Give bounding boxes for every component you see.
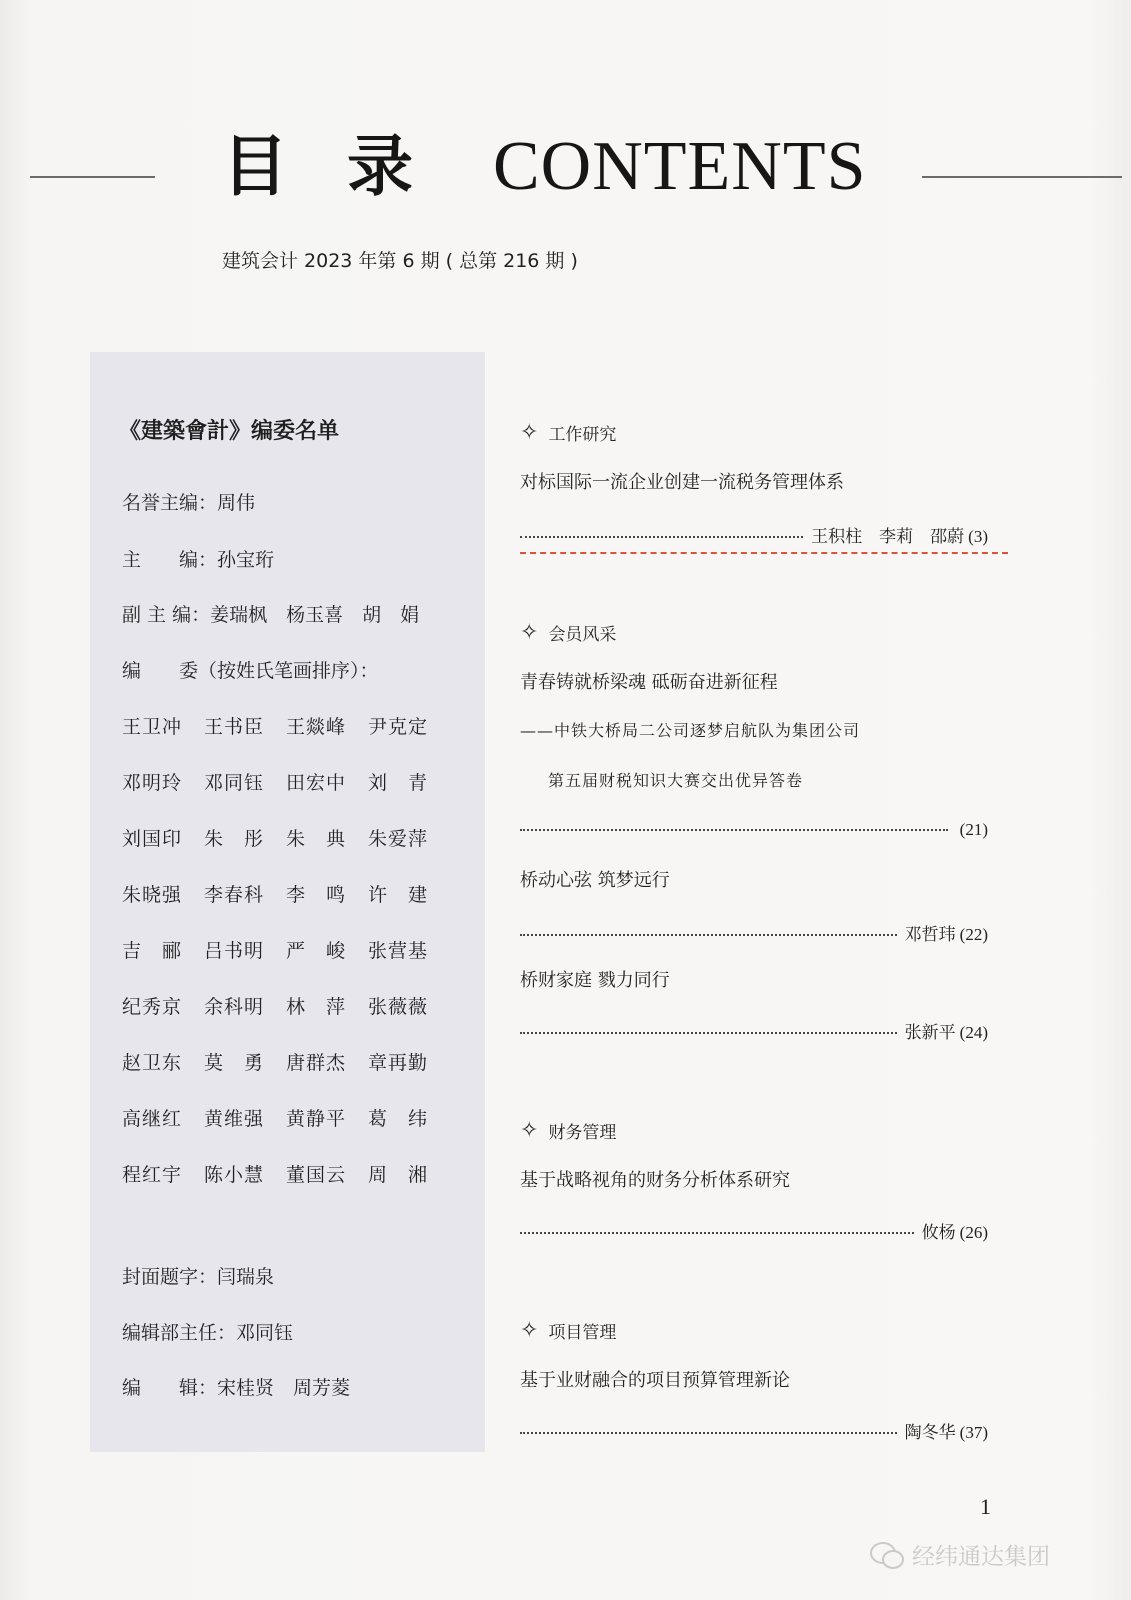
member-name: 陈小慧 (204, 1164, 265, 1186)
diamond-star-icon: ✧ (520, 1318, 539, 1343)
section-header-work-research (520, 420, 616, 445)
committee-members (122, 712, 462, 1216)
editors: 编 辑：宋桂贤 周芳菱 (122, 1377, 351, 1399)
member-name: 周 湘 (368, 1164, 429, 1186)
toc-entry-author: 陶冬华 (904, 1423, 956, 1443)
member-name: 王书臣 (204, 716, 265, 738)
issue-info: 建筑会计 2023 年第 6 期 ( 总第 216 期 ) (222, 250, 578, 272)
member-row (122, 936, 462, 992)
title-english: CONTENTS (492, 128, 867, 205)
section-label: 会员风采 (548, 625, 617, 645)
diamond-star-icon: ✧ (520, 1118, 539, 1143)
member-name: 赵卫东 (122, 1052, 183, 1074)
toc-entry-title[interactable]: 基于战略视角的财务分析体系研究 (520, 1170, 790, 1191)
toc-entry-author: 张新平 (904, 1023, 956, 1043)
member-name: 邓同钰 (204, 772, 265, 794)
toc-entry-leader[interactable] (520, 1018, 988, 1043)
diamond-star-icon: ✧ (520, 420, 539, 445)
title-chinese: 目 录 (222, 128, 431, 205)
toc-entry-page: (3) (968, 527, 988, 546)
diamond-star-icon: ✧ (520, 620, 539, 645)
toc-entry-subtitle: ——中铁大桥局二公司逐梦启航队为集团公司 (520, 721, 861, 740)
toc-entry-leader[interactable] (520, 820, 988, 840)
page-title (222, 128, 867, 205)
member-name: 张薇薇 (368, 996, 429, 1018)
member-name: 尹克定 (368, 716, 429, 738)
member-name: 许 建 (368, 884, 429, 906)
toc-entry-page: (21) (959, 820, 988, 839)
deputy-editors: 副 主 编：姜瑞枫 杨玉喜 胡 娟 (122, 604, 420, 626)
member-name: 刘国印 (122, 828, 183, 850)
member-name: 吕书明 (204, 940, 265, 962)
dot-leader (520, 1432, 897, 1434)
dot-leader (520, 536, 803, 538)
member-name: 吉 郦 (122, 940, 183, 962)
toc-entry-page: (26) (959, 1223, 988, 1242)
section-header-financial-management (520, 1118, 616, 1143)
member-name: 严 峻 (286, 940, 347, 962)
cover-title-credit: 封面题字：闫瑞泉 (122, 1266, 275, 1288)
editorial-board-title: 《建築會計》编委名单 (119, 418, 340, 444)
title-rule-right (922, 176, 1122, 178)
member-name: 李春科 (204, 884, 265, 906)
toc-entry-page: (22) (959, 925, 988, 944)
chief-editor: 主 编：孙宝珩 (122, 549, 275, 571)
member-name: 黄维强 (204, 1108, 265, 1130)
section-label: 项目管理 (548, 1323, 617, 1343)
page-number: 1 (980, 1494, 991, 1519)
member-name: 朱 典 (286, 828, 347, 850)
member-name: 朱 彤 (204, 828, 265, 850)
member-name: 王卫冲 (122, 716, 183, 738)
watermark-text: 经纬通达集团 (912, 1544, 1050, 1570)
member-row (122, 880, 462, 936)
member-name: 朱晓强 (122, 884, 183, 906)
toc-entry-page: (24) (959, 1023, 988, 1042)
member-row (122, 712, 462, 768)
member-name: 朱爱萍 (368, 828, 429, 850)
toc-entry-title[interactable]: 桥财家庭 戮力同行 (520, 970, 670, 991)
dot-leader (520, 829, 948, 831)
member-row (122, 824, 462, 880)
member-name: 章再勤 (368, 1052, 429, 1074)
member-name: 邓明玲 (122, 772, 183, 794)
member-name: 程红宇 (122, 1164, 183, 1186)
dot-leader (520, 1232, 914, 1234)
toc-entry-author: 王积柱 李莉 邵蔚 (811, 527, 965, 547)
section-header-member-style (520, 620, 616, 645)
toc-entry-title[interactable]: 基于业财融合的项目预算管理新论 (520, 1370, 790, 1391)
member-name: 李 鸣 (286, 884, 347, 906)
wechat-icon (870, 1542, 904, 1568)
editorial-department-director: 编辑部主任：邓同钰 (122, 1322, 294, 1344)
member-name: 林 萍 (286, 996, 347, 1018)
honorary-editor: 名誉主编：周伟 (122, 492, 256, 514)
member-name: 高继红 (122, 1108, 183, 1130)
member-row (122, 1048, 462, 1104)
toc-entry-subtitle: 第五届财税知识大赛交出优异答卷 (548, 771, 804, 790)
toc-entry-title[interactable]: 对标国际一流企业创建一流税务管理体系 (520, 472, 844, 493)
toc-entry-leader[interactable] (520, 1418, 988, 1443)
committee-label: 编 委（按姓氏笔画排序）： (122, 660, 379, 682)
toc-entry-page: (37) (959, 1423, 988, 1442)
member-name: 唐群杰 (286, 1052, 347, 1074)
toc-entry-title[interactable]: 青春铸就桥梁魂 砥砺奋进新征程 (520, 672, 778, 693)
dot-leader (520, 934, 897, 936)
section-header-project-management (520, 1318, 616, 1343)
dot-leader (520, 1032, 897, 1034)
member-name: 黄静平 (286, 1108, 347, 1130)
member-name: 莫 勇 (204, 1052, 265, 1074)
watermark (870, 1538, 1050, 1571)
toc-entry-author: 攸杨 (921, 1223, 956, 1243)
member-row (122, 992, 462, 1048)
member-name: 纪秀京 (122, 996, 183, 1018)
title-rule-left (30, 176, 155, 178)
toc-entry-title[interactable]: 桥动心弦 筑梦远行 (520, 870, 670, 891)
section-label: 财务管理 (548, 1123, 617, 1143)
toc-entry-leader[interactable] (520, 920, 988, 945)
member-row (122, 768, 462, 824)
member-name: 余科明 (204, 996, 265, 1018)
member-name: 田宏中 (286, 772, 347, 794)
member-name: 董国云 (286, 1164, 347, 1186)
member-name: 刘 青 (368, 772, 429, 794)
toc-entry-leader[interactable] (520, 1218, 988, 1243)
member-name: 葛 纬 (368, 1108, 429, 1130)
section-label: 工作研究 (548, 425, 617, 445)
member-row (122, 1160, 462, 1216)
toc-entry-leader[interactable] (520, 522, 988, 547)
member-name: 张营基 (368, 940, 429, 962)
toc-entry-author: 邓哲玮 (904, 925, 956, 945)
member-row (122, 1104, 462, 1160)
section-divider (520, 552, 1008, 554)
member-name: 王燚峰 (286, 716, 347, 738)
